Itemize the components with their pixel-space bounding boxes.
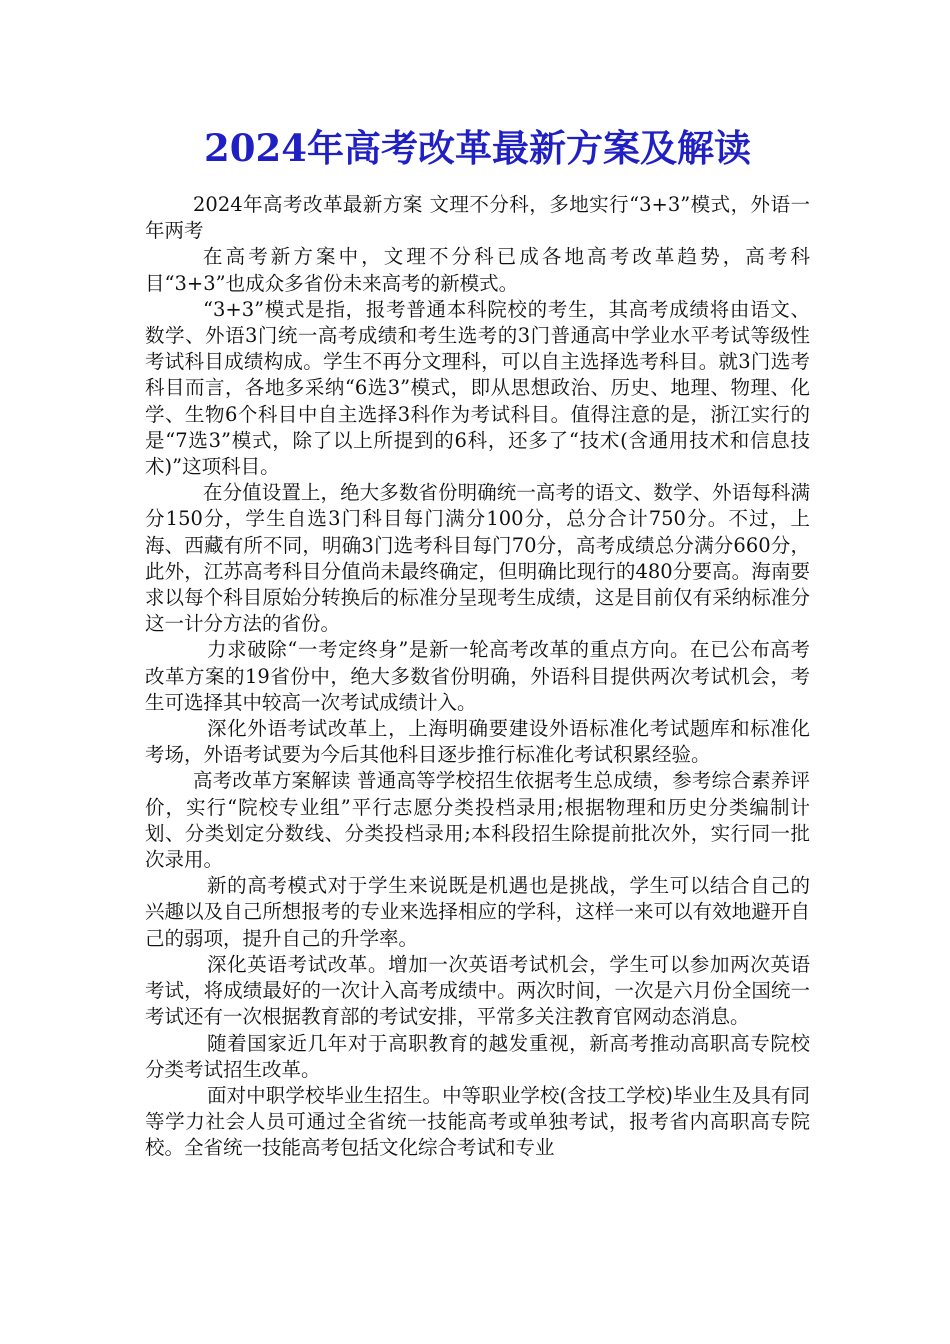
paragraph: 深化英语考试改革。增加一次英语考试机会，学生可以参加两次英语考试，将成绩最好的一次计入高考成绩中。两次时间，一次是六月份全国统一考试还有一次根据教育部的考试安排，平常多关注教育官网动态消息。 <box>145 952 810 1029</box>
paragraph: 深化外语考试改革上，上海明确要建设外语标准化考试题库和标准化考场，外语考试要为今后其他科目逐步推行标准化考试积累经验。 <box>145 717 810 767</box>
paragraph: 在高考新方案中，文理不分科已成各地高考改革趋势，高考科目“3+3”也成众多省份未来高考的新模式。 <box>145 245 810 295</box>
paragraph: 随着国家近几年对于高职教育的越发重视，新高考推动高职高专院校分类考试招生改革。 <box>145 1031 810 1081</box>
paragraph-intro: 2024年高考改革最新方案 文理不分科，多地实行“3+3”模式，外语一年两考 <box>145 193 810 243</box>
paragraph: 在分值设置上，绝大多数省份明确统一高考的语文、数学、外语每科满分150分，学生自选3门科目每门满分100分，总分合计750分。不过，上海、西藏有所不同，明确3门选考科目每门70分，高考成绩总分满分660分，此外，江苏高考科目分值尚未最终确定，但明确比现行的480分要高。海南要求以每个科目原始分转换后的标准分呈现考生成绩，这是目前仅有采纳标准分这一计分方法的省份。 <box>145 481 810 636</box>
paragraph: 面对中职学校毕业生招生。中等职业学校(含技工学校)毕业生及具有同等学力社会人员可通过全省统一技能高考或单独考试，报考省内高职高专院校。全省统一技能高考包括文化综合考试和专业 <box>145 1083 810 1160</box>
paragraph: “3+3”模式是指，报考普通本科院校的考生，其高考成绩将由语文、数学、外语3门统一高考成绩和考生选考的3门普通高中学业水平考试等级性考试科目成绩构成。学生不再分文理科，可以自主选择选考科目。就3门选考科目而言，各地多采纳“6选3”模式，即从思想政治、历史、地理、物理、化学、生物6个科目中自主选择3科作为考试科目。值得注意的是，浙江实行的是“7选3”模式，除了以上所提到的6科，还多了“技术(含通用技术和信息技术)”这项科目。 <box>145 297 810 479</box>
paragraph-interpretation: 高考改革方案解读 普通高等学校招生依据考生总成绩，参考综合素养评价，实行“院校专业组”平行志愿分类投档录用;根据物理和历史分类编制计划、分类划定分数线、分类投档录用;本科段招生除提前批次外，实行同一批次录用。 <box>145 769 810 872</box>
document-page <box>145 118 810 1162</box>
paragraph: 新的高考模式对于学生来说既是机遇也是挑战，学生可以结合自己的兴趣以及自己所想报考的专业来选择相应的学科，这样一来可以有效地避开自己的弱项，提升自己的升学率。 <box>145 874 810 950</box>
paragraph: 力求破除“一考定终身”是新一轮高考改革的重点方向。在已公布高考改革方案的19省份中，绝大多数省份明确，外语科目提供两次考试机会，考生可选择其中较高一次考试成绩计入。 <box>145 638 810 714</box>
document-title: 2024年高考改革最新方案及解读 <box>204 126 751 170</box>
